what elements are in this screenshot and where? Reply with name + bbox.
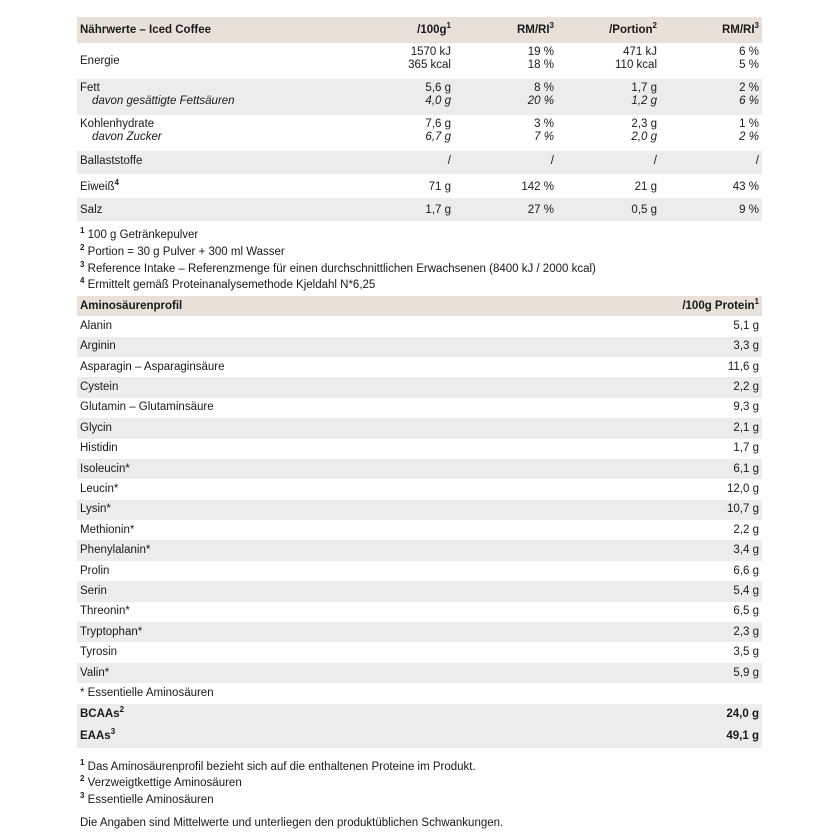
salt-per100: 1,7 g bbox=[425, 204, 451, 216]
energy-portion: 471 kJ 110 kcal bbox=[615, 46, 657, 71]
footnote: $^2$ Verzweigtkettige Aminosäuren bbox=[80, 774, 242, 790]
amino-name: Histidin bbox=[80, 442, 118, 455]
amino-name: Threonin* bbox=[80, 605, 130, 618]
row-carbs bbox=[77, 115, 762, 151]
amino-value: 5,9 g bbox=[733, 666, 759, 679]
salt-label: Salz bbox=[80, 204, 103, 216]
amino-row bbox=[77, 642, 762, 662]
footnote: $^2$ Portion = 30 g Pulver + 300 ml Wasser bbox=[80, 242, 285, 258]
amino-row bbox=[77, 602, 762, 622]
amino-name: Phenylalanin* bbox=[80, 544, 151, 557]
energy-prm: 6 % 5 % bbox=[739, 46, 759, 71]
row-eaa bbox=[77, 726, 762, 748]
fiber-label: Ballaststoffe bbox=[80, 155, 143, 167]
fat-rm: 8 % 20 % bbox=[527, 82, 554, 107]
amino-name: Lysin* bbox=[80, 503, 111, 516]
protein-portion: 21 g bbox=[634, 180, 657, 193]
row-energy bbox=[77, 43, 762, 79]
amino-name: Serin bbox=[80, 584, 107, 597]
amino-row bbox=[77, 540, 762, 560]
amino-row bbox=[77, 459, 762, 479]
fiber-rm: / bbox=[550, 155, 554, 167]
amino-name: Alanin bbox=[80, 319, 112, 332]
amino-value: 12,0 g bbox=[727, 483, 759, 495]
amino-name: Cystein bbox=[80, 381, 119, 394]
essential-note-row bbox=[77, 683, 762, 703]
amino-row bbox=[77, 439, 762, 459]
carbs-label: Kohlenhydrate davon Zucker bbox=[80, 118, 162, 143]
amino-row bbox=[77, 622, 762, 642]
footnote: $^3$ Reference Intake – Referenzmenge für einen durchschnittlichen Erwachsenen (8400 kJ / 2000 kcal) bbox=[80, 259, 596, 275]
amino-name: Glycin bbox=[80, 421, 112, 434]
disclaimer: Die Angaben sind Mittelwerte und unterliegen den produktüblichen Schwankungen. bbox=[80, 817, 504, 829]
amino-rows bbox=[77, 316, 762, 683]
amino-name: Tyrosin bbox=[80, 646, 118, 659]
salt-rm: 27 % bbox=[527, 204, 554, 216]
amino-value: 3,5 g bbox=[733, 646, 759, 659]
energy-label: Energie bbox=[80, 55, 120, 67]
protein-label: Eiweiß$^4$ bbox=[80, 177, 119, 193]
fiber-portion: / bbox=[653, 155, 657, 167]
energy-rm: 19 % 18 % bbox=[527, 46, 554, 71]
carbs-rm: 3 % 7 % bbox=[534, 118, 554, 143]
row-bcaa bbox=[77, 704, 762, 726]
amino-name: Glutamin – Glutaminsäure bbox=[80, 401, 214, 414]
nutrition-title: Nährwerte – Iced Coffee bbox=[80, 23, 212, 36]
eaa-label: EAAs$^3$ bbox=[80, 727, 116, 743]
row-fiber bbox=[77, 151, 762, 174]
amino-value: 2,1 g bbox=[733, 421, 759, 434]
amino-name: Valin* bbox=[80, 666, 110, 679]
amino-value: 1,7 g bbox=[733, 442, 759, 455]
protein-per100: 71 g bbox=[428, 180, 451, 193]
fat-prm: 2 % 6 % bbox=[739, 82, 759, 107]
salt-prm: 9 % bbox=[739, 204, 759, 216]
footnote: $^3$ Essentielle Aminosäuren bbox=[80, 791, 214, 807]
amino-value: 5,4 g bbox=[733, 584, 759, 597]
fat-per100: 5,6 g 4,0 g bbox=[425, 82, 451, 107]
amino-value: 3,3 g bbox=[733, 340, 759, 353]
fiber-prm: / bbox=[755, 155, 759, 167]
bcaa-value: 24,0 g bbox=[726, 708, 759, 721]
footnote: $^4$ Ermittelt gemäß Proteinanalysemethode Kjeldahl N*6,25 bbox=[80, 276, 376, 292]
amino-value: 6,1 g bbox=[733, 462, 759, 475]
eaa-value: 49,1 g bbox=[726, 730, 759, 743]
salt-portion: 0,5 g bbox=[631, 204, 657, 216]
amino-row bbox=[77, 357, 762, 377]
col-portion: /Portion$^2$ bbox=[609, 20, 657, 36]
amino-row bbox=[77, 337, 762, 357]
protein-rm: 142 % bbox=[521, 180, 554, 193]
amino-value: 2,3 g bbox=[733, 625, 759, 638]
amino-name: Arginin bbox=[80, 340, 116, 353]
amino-row bbox=[77, 316, 762, 336]
amino-table bbox=[77, 296, 762, 747]
footnote: $^1$ Das Aminosäurenprofil bezieht sich auf die enthaltenen Proteine im Produkt. bbox=[80, 757, 476, 773]
amino-value: 9,3 g bbox=[733, 401, 759, 414]
amino-row bbox=[77, 520, 762, 540]
amino-row bbox=[77, 377, 762, 397]
carbs-portion: 2,3 g 2,0 g bbox=[631, 118, 657, 143]
amino-value: 3,4 g bbox=[733, 544, 759, 557]
energy-per100: 1570 kJ 365 kcal bbox=[408, 46, 451, 71]
col-rm1: $RM/RI^3$ bbox=[516, 20, 554, 36]
amino-name: Isoleucin* bbox=[80, 462, 130, 475]
row-salt bbox=[77, 198, 762, 221]
amino-row bbox=[77, 398, 762, 418]
amino-value: 10,7 g bbox=[727, 503, 759, 516]
amino-footnotes bbox=[80, 759, 762, 809]
fiber-per100: / bbox=[447, 155, 451, 167]
carbs-per100: 7,6 g 6,7 g bbox=[425, 118, 451, 143]
row-fat bbox=[77, 79, 762, 115]
protein-prm: 43 % bbox=[732, 180, 759, 193]
amino-name: Prolin bbox=[80, 564, 110, 577]
fat-label: Fett davon gesättigte Fettsäuren bbox=[80, 82, 235, 107]
amino-name: Leucin* bbox=[80, 483, 119, 495]
col-rm2: $RM/RI^3$ bbox=[721, 20, 759, 36]
amino-row bbox=[77, 581, 762, 601]
amino-name: Asparagin – Asparaginsäure bbox=[80, 360, 225, 373]
amino-row bbox=[77, 500, 762, 520]
nutrition-table bbox=[77, 17, 762, 221]
essential-note: * Essentielle Aminosäuren bbox=[80, 686, 214, 699]
row-protein bbox=[77, 174, 762, 198]
amino-row bbox=[77, 479, 762, 499]
nutrition-document bbox=[77, 17, 762, 829]
col-per100: $/100g^1$ bbox=[417, 20, 451, 36]
amino-value: 2,2 g bbox=[733, 523, 759, 536]
amino-name: Tryptophan* bbox=[80, 625, 143, 638]
amino-title: Aminosäurenprofil bbox=[80, 299, 183, 312]
amino-value: 5,1 g bbox=[733, 319, 759, 332]
nutrition-header-row bbox=[77, 17, 762, 43]
amino-value: 6,5 g bbox=[733, 605, 759, 618]
amino-row bbox=[77, 561, 762, 581]
amino-col: /100g Protein$^1$ bbox=[682, 296, 759, 312]
nutrition-footnotes bbox=[80, 227, 762, 294]
bcaa-label: BCAAs$^2$ bbox=[80, 705, 125, 721]
amino-row bbox=[77, 663, 762, 683]
amino-row bbox=[77, 418, 762, 438]
amino-value: 2,2 g bbox=[733, 381, 759, 394]
amino-name: Methionin* bbox=[80, 523, 135, 536]
amino-value: 6,6 g bbox=[733, 564, 759, 577]
fat-portion: 1,7 g 1,2 g bbox=[631, 82, 657, 107]
amino-value: 11,6 g bbox=[727, 360, 759, 373]
amino-header-row bbox=[77, 296, 762, 316]
carbs-prm: 1 % 2 % bbox=[739, 118, 759, 143]
footnote: $^1$ 100 g Getränkepulver bbox=[80, 226, 199, 241]
